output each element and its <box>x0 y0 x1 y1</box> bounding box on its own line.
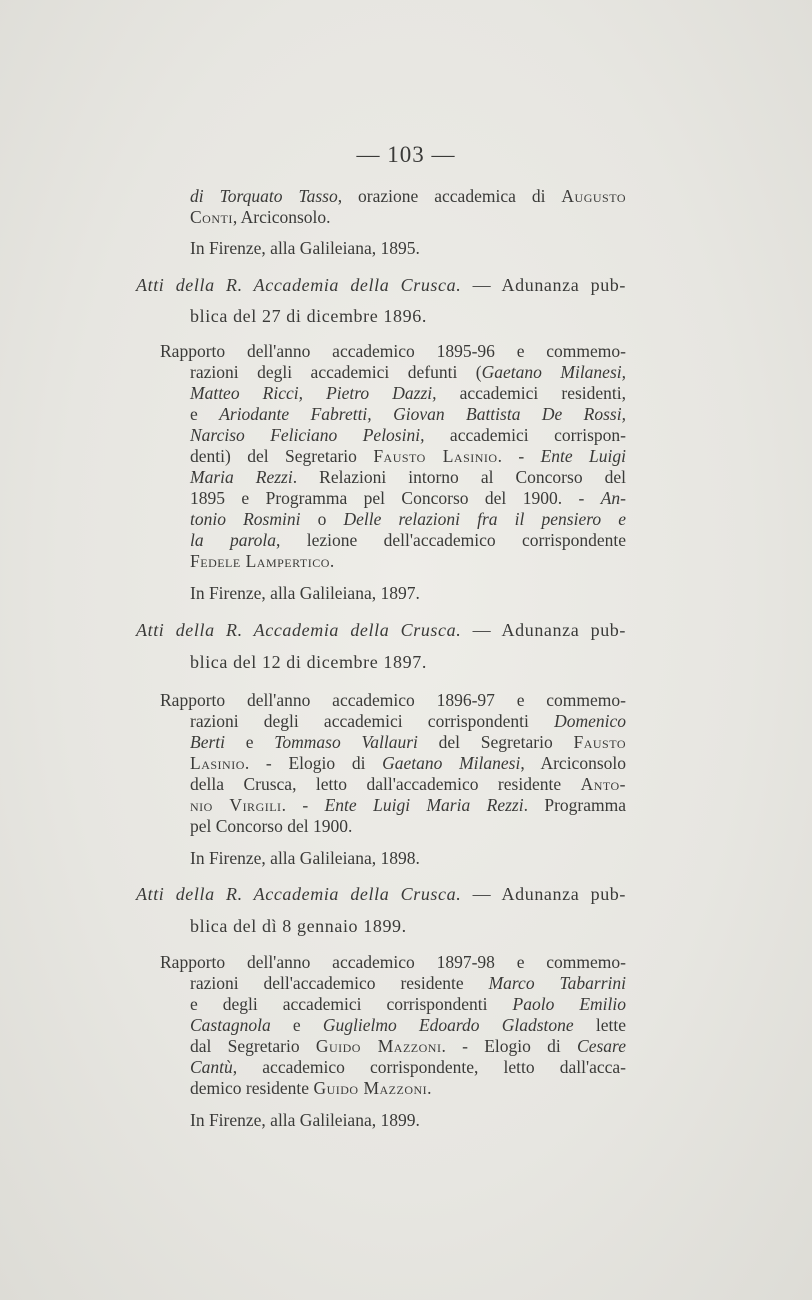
entry-body-line: Rapporto dell'anno accademico 1896-97 e commemo- <box>160 690 626 710</box>
entry-title-line-2: blica del dì 8 gennaio 1899. <box>190 916 407 936</box>
entry-body-line <box>190 467 626 488</box>
entry-body-line <box>190 509 626 530</box>
entry-body-line <box>190 973 626 994</box>
text: razioni degli accademici corrispondenti <box>190 711 555 731</box>
entry-body-line <box>190 362 626 383</box>
text: , Arciconsolo <box>520 753 627 773</box>
entry-title-line-2: blica del 27 di dicembre 1896. <box>190 306 427 326</box>
person-name: Gaetano Milanesi <box>382 753 521 773</box>
entry-body-line <box>190 732 626 753</box>
person-name: Paolo Emilio <box>512 994 626 1014</box>
text: , lezione dell'accademico corrispondente <box>276 530 626 550</box>
person-name: Gaetano Milanesi, <box>481 362 626 382</box>
entry-body-line <box>190 1015 626 1036</box>
imprint: In Firenze, alla Galileiana, 1895. <box>190 238 420 258</box>
person-name: Cesare <box>577 1036 626 1056</box>
person-name: An- <box>600 488 626 508</box>
text: dal Segretario <box>190 1036 316 1056</box>
text: . <box>427 1078 432 1098</box>
person-name: Domenico <box>554 711 626 731</box>
text: . - <box>497 446 541 466</box>
imprint: In Firenze, alla Galileiana, 1897. <box>190 583 420 603</box>
text: . Programma <box>523 795 627 815</box>
person-name: Guido Mazzoni <box>315 1036 442 1056</box>
text: 1895 e Programma pel Concorso del 1900. - <box>190 488 601 508</box>
entry-title-line-2: blica del 12 di dicembre 1897. <box>190 652 427 672</box>
work-title: Atti della R. Accademia della Crusca. <box>136 884 462 904</box>
entry-body-line <box>190 425 626 446</box>
text: della Crusca, letto dall'accademico residente <box>190 774 581 794</box>
text: accademici residenti, <box>436 383 626 403</box>
entry-body-line: pel Concorso del 1900. <box>190 816 353 836</box>
text: , orazione accademica di <box>337 186 562 206</box>
entry-body-line <box>190 1078 432 1099</box>
entry-body-line <box>190 774 626 795</box>
person-name: Ente Luigi <box>540 446 627 466</box>
person-name: Ente Luigi Maria Rezzi <box>324 795 524 815</box>
work-title: Atti della R. Accademia della Crusca. <box>136 620 462 640</box>
text: demico residente <box>190 1078 314 1098</box>
entry-body-line <box>190 711 626 732</box>
entry-body-line <box>190 404 626 425</box>
person-name: Tommaso Vallauri <box>274 732 418 752</box>
imprint: In Firenze, alla Galileiana, 1899. <box>190 1110 420 1130</box>
person-name: Lasinio <box>190 753 245 773</box>
person-name: Matteo Ricci, Pietro Dazzi, <box>190 383 437 403</box>
person-name: Fausto <box>573 732 626 752</box>
entry-body-line <box>190 530 626 551</box>
entry-body-line <box>190 753 626 774</box>
entry-body-line <box>190 994 626 1015</box>
entry-body-line <box>190 383 626 404</box>
text: — Adunanza pub- <box>461 275 626 295</box>
text: e <box>270 1015 323 1035</box>
person-name: Maria Rezzi <box>190 467 293 487</box>
text: , accademico corrispondente, letto dall'acca- <box>232 1057 626 1077</box>
entry-title <box>136 275 626 296</box>
entry-body-line <box>190 488 626 509</box>
entry-body-line: Rapporto dell'anno accademico 1895-96 e commemo- <box>160 341 626 361</box>
person-name: Cantù <box>190 1057 233 1077</box>
text: e <box>190 404 220 424</box>
person-name: Berti <box>190 732 225 752</box>
text: e <box>225 732 275 752</box>
work-title: la parola <box>190 530 277 550</box>
person-name: Fausto Lasinio <box>373 446 498 466</box>
entry-body-line <box>190 1057 626 1078</box>
text: lette <box>573 1015 626 1035</box>
entry-body-line <box>190 446 626 467</box>
person-name: nio Virgili <box>190 795 282 815</box>
person-name: Ariodante Fabretti, Giovan Battista De Rossi, <box>219 404 626 424</box>
author-name: Augusto <box>561 186 626 206</box>
person-name: Fedele Lampertico <box>190 551 330 571</box>
entry-body-line <box>190 795 626 816</box>
entry-body-line <box>190 1036 626 1057</box>
text: razioni degli accademici defunti ( <box>190 362 482 382</box>
person-name: Marco Tabarrini <box>488 973 626 993</box>
text: accademici corrispon- <box>424 425 626 445</box>
text: o <box>300 509 344 529</box>
person-name: Narciso Feliciano Pelosini, <box>190 425 425 445</box>
entry-body-line <box>190 551 334 572</box>
work-title: di Torquato Tasso <box>190 186 338 206</box>
person-name: Guglielmo Edoardo Gladstone <box>322 1015 574 1035</box>
entry-title <box>136 884 626 905</box>
text: . - Elogio di <box>441 1036 578 1056</box>
person-name: Anto- <box>580 774 626 794</box>
text: e degli accademici corrispondenti <box>190 994 513 1014</box>
text: . - Elogio di <box>244 753 383 773</box>
text: . Relazioni intorno al Concorso del <box>292 467 626 487</box>
person-name: Castagnola <box>190 1015 271 1035</box>
text: denti) del Segretario <box>190 446 374 466</box>
intro-line-1 <box>190 186 626 207</box>
entry-body-line: Rapporto dell'anno accademico 1897-98 e commemo- <box>160 952 626 972</box>
text: razioni dell'accademico residente <box>190 973 489 993</box>
text: — Adunanza pub- <box>461 620 626 640</box>
text: . <box>329 551 335 571</box>
entry-title <box>136 620 626 641</box>
imprint: In Firenze, alla Galileiana, 1898. <box>190 848 420 868</box>
text: . - <box>281 795 325 815</box>
page-number: — 103 — <box>356 142 456 167</box>
text: del Segretario <box>417 732 574 752</box>
person-name: Guido Mazzoni <box>313 1078 428 1098</box>
text: , Arciconsolo. <box>232 207 331 227</box>
work-title: Delle relazioni fra il pensiero e <box>343 509 626 529</box>
intro-line-2 <box>190 207 331 228</box>
author-name: Conti <box>190 207 233 227</box>
text: — Adunanza pub- <box>461 884 626 904</box>
work-title: Atti della R. Accademia della Crusca. <box>136 275 462 295</box>
person-name: tonio Rosmini <box>190 509 301 529</box>
